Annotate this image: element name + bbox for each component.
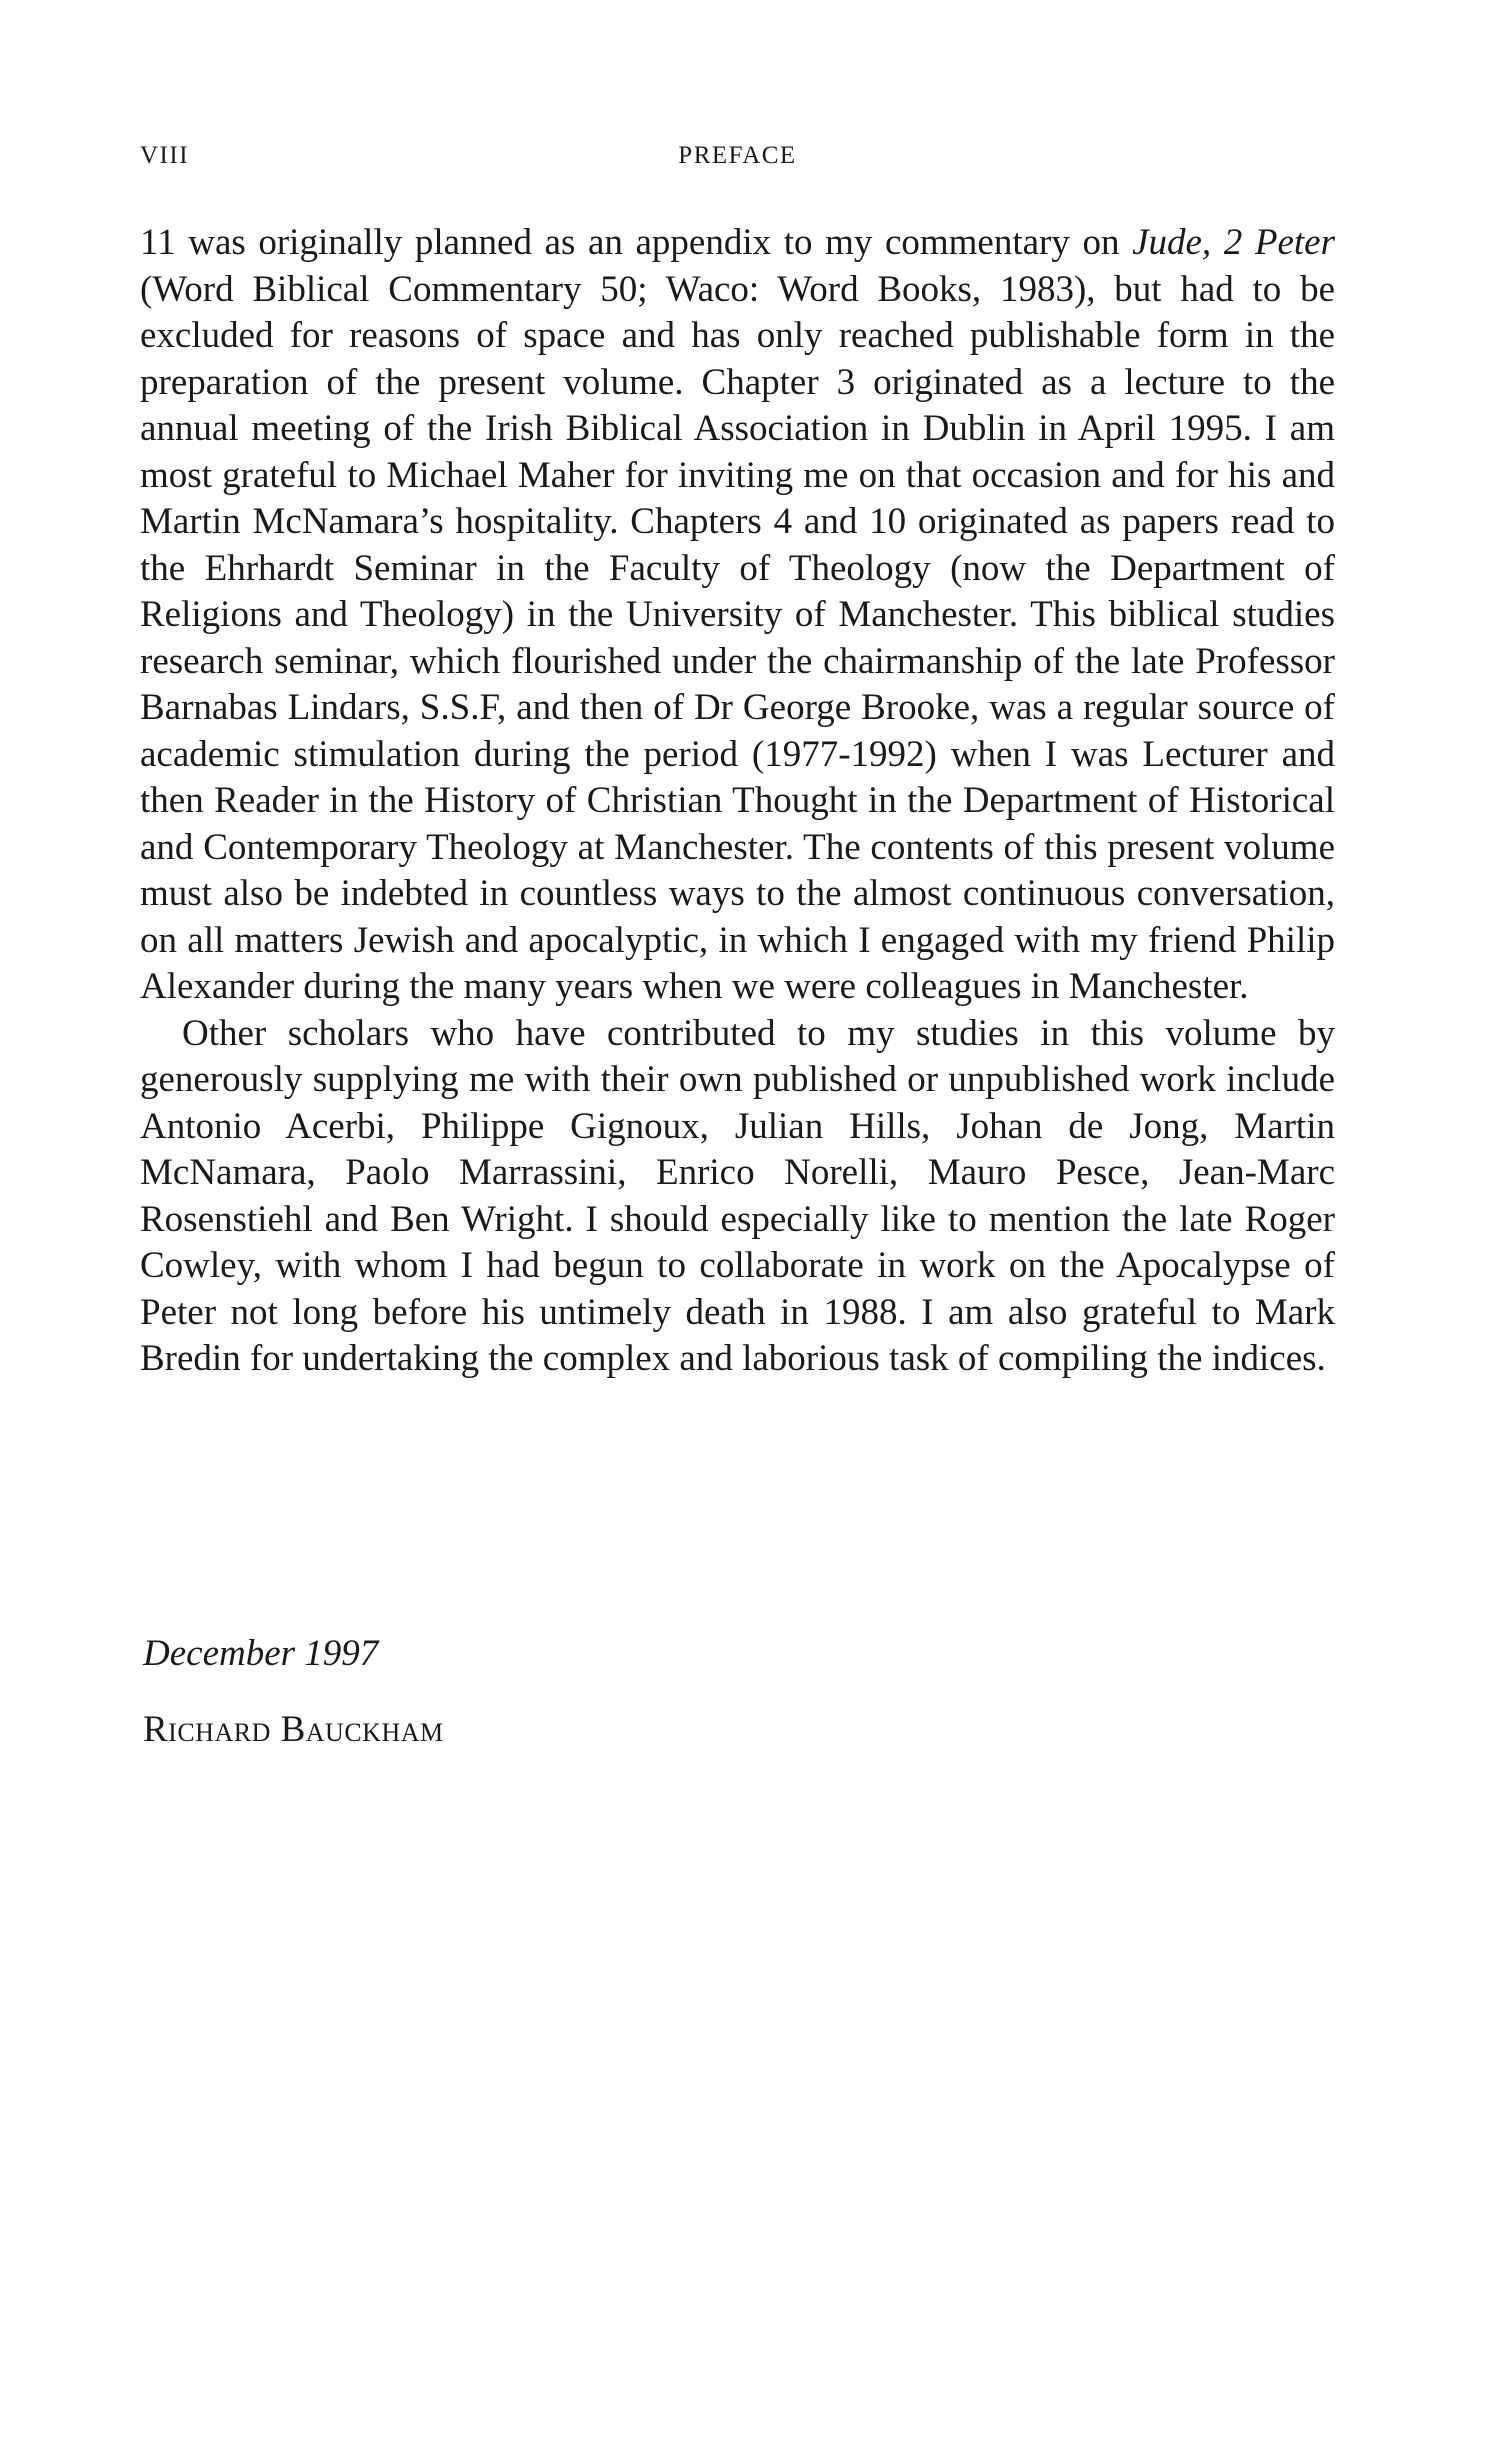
- running-head: [140, 142, 1335, 182]
- paragraph-1-rest: (Word Biblical Commentary 50; Waco: Word Books, 1983), but had to be excluded for reasons of space and has only reached publishable form in the preparation of the present volume. Chapter 3 originated as a lecture to the annual meeting of the Irish Biblical Association in Dublin in April 1995. I am most grateful to Michael Maher for inviting me on that occasion and for his and Martin McNamara’s hospitality. Chapters 4 and 10 originated as papers read to the Ehrhardt Seminar in the Faculty of Theology (now the Department of Religions and Theology) in the University of Manchester. This biblical studies research seminar, which flourished under the chairmanship of the late Professor Barnabas Lindars, S.S.F, and then of Dr George Brooke, was a regular source of academic stimulation during the period (1977-1992) when I was Lecturer and then Reader in the History of Christian Thought in the Department of Historical and Contemporary Theology at Manchester. The contents of this present volume must also be indebted in countless ways to the almost continuous conversation, on all matters Jewish and apocalyptic, in which I engaged with my friend Philip Alexander during the many years when we were colleagues in Manchester.: [140, 268, 1335, 1007]
- author-signature: Richard Bauckham: [143, 1709, 444, 1750]
- page-number: VIII: [140, 142, 190, 169]
- preface-body: [140, 220, 1335, 1383]
- preface-date: December 1997: [143, 1633, 379, 1674]
- book-title-jude-2-peter: Jude, 2 Peter: [1132, 222, 1335, 263]
- paragraph-1: [140, 220, 1335, 1011]
- paragraph-2: Other scholars who have contributed to my studies in this volume by generously supplying me with their own published or unpublished work include Antonio Acerbi, Philippe Gignoux, Julian Hills, Johan de Jong, Martin McNamara, Paolo Marrassini, Enrico Norelli, Mauro Pesce, Jean-Marc Rosenstiehl and Ben Wright. I should especially like to mention the late Roger Cowley, with whom I had begun to collaborate in work on the Apocalypse of Peter not long before his untimely death in 1988. I am also grateful to Mark Bredin for undertaking the complex and laborious task of compiling the indices.: [140, 1012, 1335, 1379]
- paragraph-1-lead: 11 was originally planned as an appendix to my commentary on: [140, 222, 1133, 263]
- running-title: PREFACE: [678, 142, 797, 169]
